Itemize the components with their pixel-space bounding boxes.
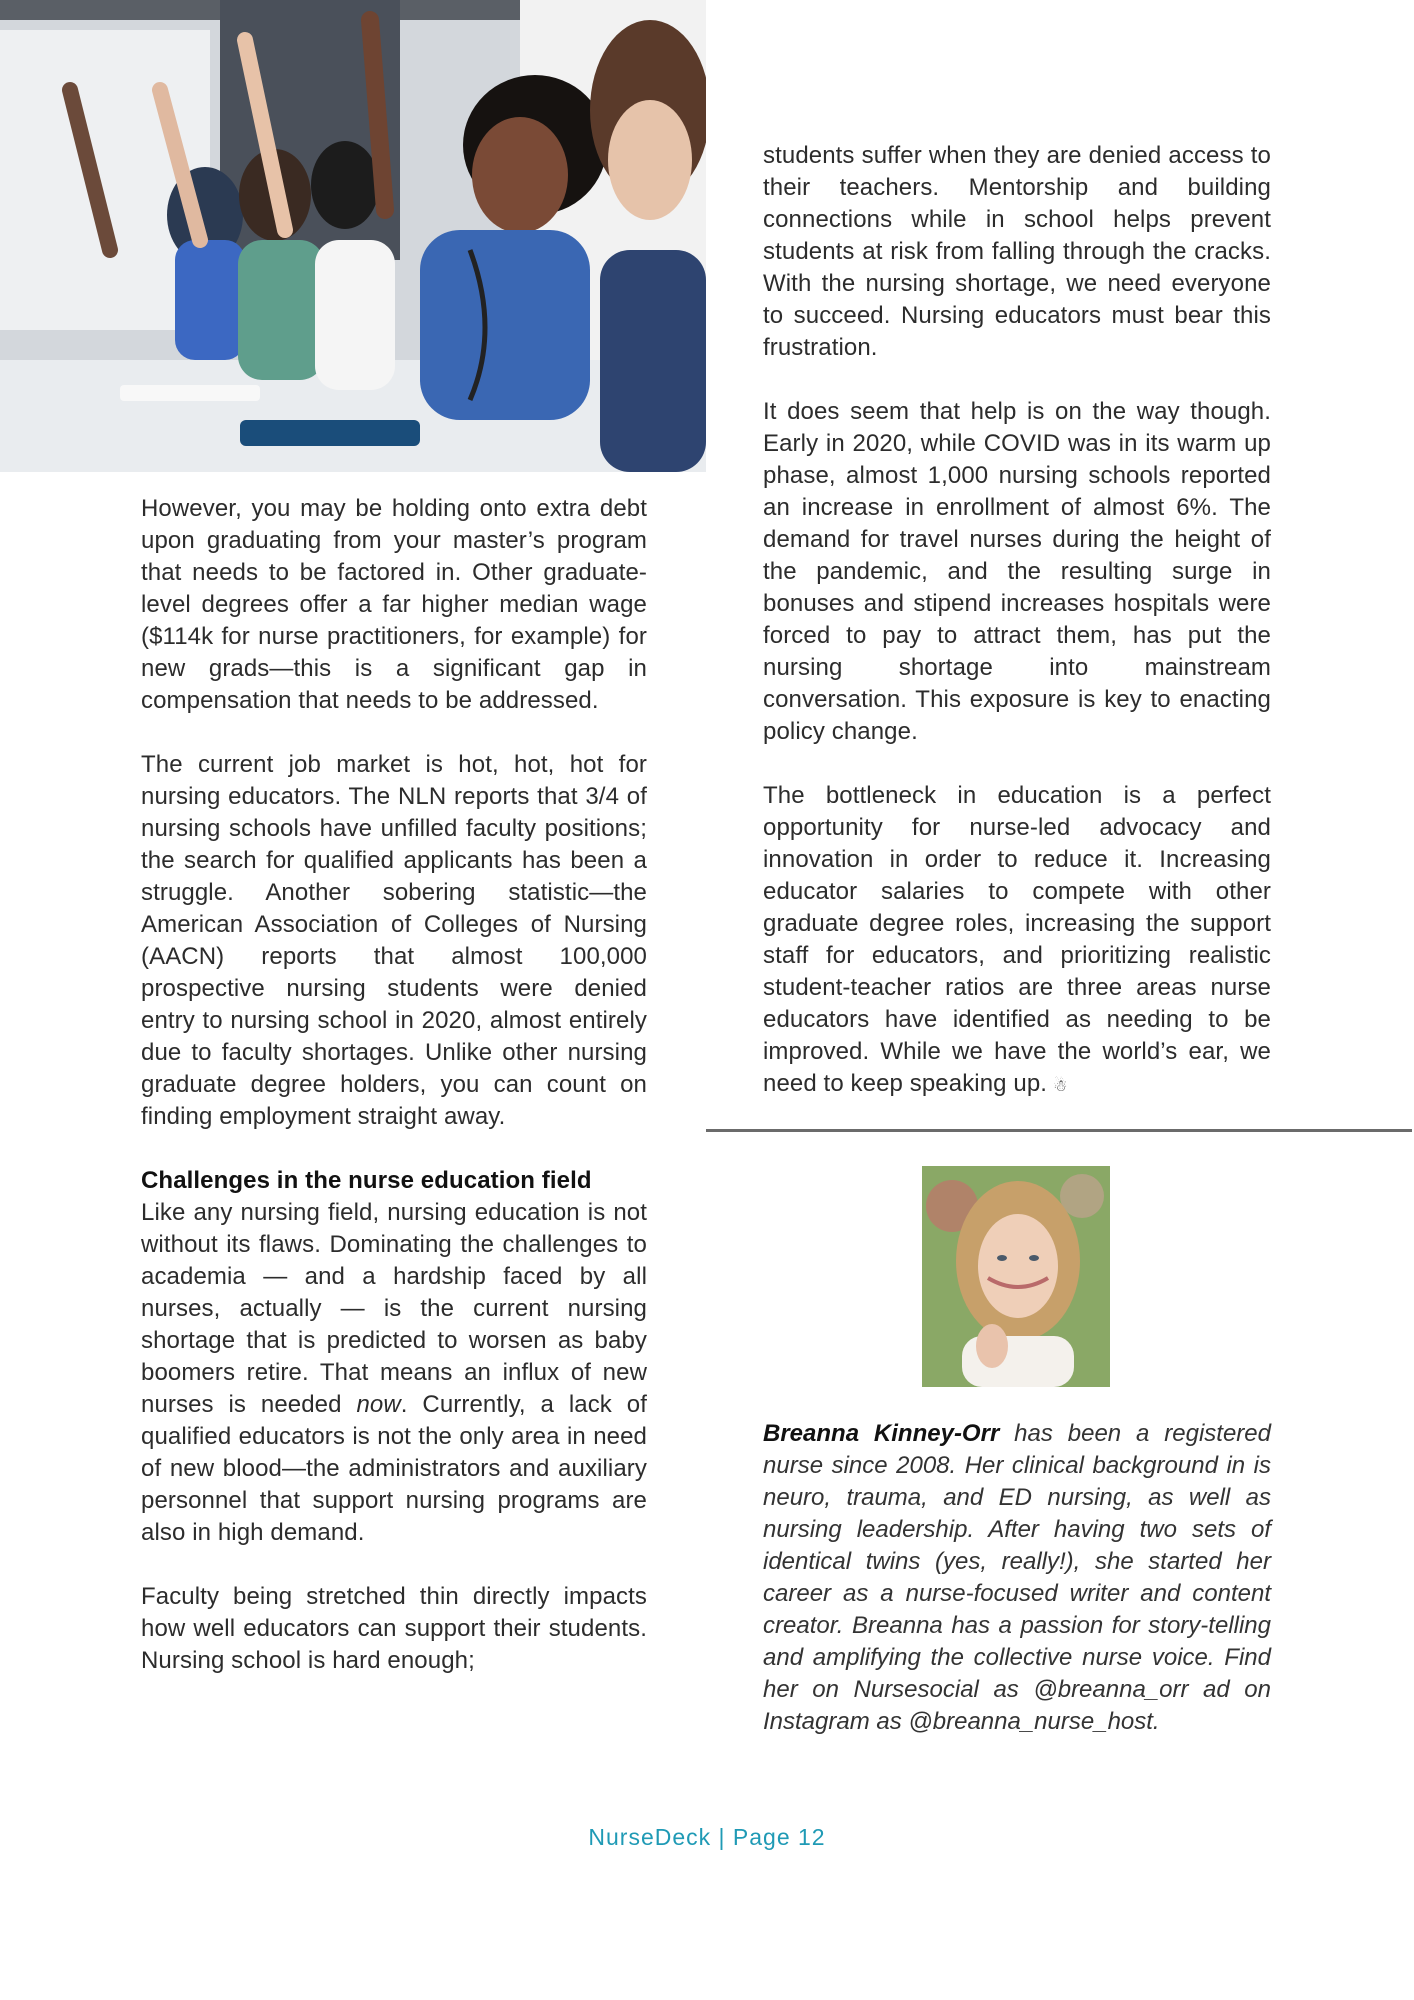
paragraph-bottleneck	[763, 780, 1271, 1103]
paragraph-challenges	[141, 1197, 647, 1549]
paragraph-faculty: Faculty being stretched thin directly impacts how well educators can support their students. Nursing school is hard enough;	[141, 1583, 647, 1674]
classroom-illustration	[0, 0, 706, 472]
left-column	[141, 493, 647, 1677]
author-photo	[922, 1166, 1110, 1387]
page-footer: NurseDeck | Page 12	[588, 1824, 826, 1850]
paragraph-debt: However, you may be holding onto extra debt upon graduating from your master’s program that needs to be factored in. Other graduate-level degrees offer a far higher median wage ($114k for nurse practitioners, for example) for new grads—this is a significant gap in compensation that needs to be addressed.	[141, 495, 647, 714]
emphasis-now: now	[356, 1391, 401, 1418]
author-name: Breanna Kinney-Orr	[763, 1420, 1000, 1447]
author-bio-text: has been a registered nurse since 2008. Her clinical background in is neuro, trauma, and ED nursing, as well as nursing leadership. After having two sets of identical twins (yes, really!), she started her career as a nurse-focused writer and content creator. Breanna has a passion for story-telling and amplifying the collective nurse voice. Find her on Nursesocial as @breanna_orr ad on Instagram as @breanna_nurse_host.	[763, 1420, 1271, 1735]
challenges-section	[141, 1165, 647, 1549]
paragraph-students: students suffer when they are denied access to their teachers. Mentorship and building connections while in school helps prevent students at risk from falling through the cracks. With the nursing shortage, we need everyone to succeed. Nursing educators must bear this frustration.	[763, 142, 1271, 361]
author-portrait	[922, 1166, 1110, 1387]
bottleneck-text: The bottleneck in education is a perfect opportunity for nurse-led advocacy and innovation in order to reduce it. Increasing educator salaries to compete with other graduate degree roles, increasing the support staff for educators, and prioritizing realistic student-teacher ratios are three areas nurse educators have identified as needing to be improved. While we have the world’s ear, we need to keep speaking up.	[763, 782, 1271, 1097]
challenges-text-2: . Currently, a lack of qualified educators is not the only area in need of new blood—the administrators and auxiliary personnel that support nursing programs are also in high demand.	[141, 1391, 647, 1546]
end-mark-icon: ☃	[1053, 1078, 1068, 1095]
section-divider	[706, 1129, 1412, 1132]
section-heading: Challenges in the nurse education field	[141, 1167, 592, 1194]
paragraph-help: It does seem that help is on the way though. Early in 2020, while COVID was in its warm up phase, almost 1,000 nursing schools reported an increase in enrollment of almost 6%. The demand for travel nurses during the height of the pandemic, and the resulting surge in bonuses and stipend increases hospitals were forced to pay to attract them, has put the nursing shortage into mainstream conversation. This exposure is key to enacting policy change.	[763, 398, 1271, 745]
hero-photo	[0, 0, 706, 472]
author-bio	[763, 1418, 1271, 1738]
paragraph-job-market: The current job market is hot, hot, hot for nursing educators. The NLN reports that 3/4 of nursing schools have unfilled faculty positions; the search for qualified applicants has been a struggle. Another sobering statistic—the American Association of Colleges of Nursing (AACN) reports that almost 100,000 prospective nursing students were denied entry to nursing school in 2020, almost entirely due to faculty shortages. Unlike other nursing graduate degree holders, you can count on finding employment straight away.	[141, 751, 647, 1130]
challenges-text-1: Like any nursing field, nursing education is not without its flaws. Dominating the challenges to academia — and a hardship faced by all nurses, actually — is the current nursing shortage that is predicted to worsen as baby boomers retire. That means an influx of new nurses is needed	[141, 1199, 647, 1418]
right-column	[763, 140, 1271, 1103]
